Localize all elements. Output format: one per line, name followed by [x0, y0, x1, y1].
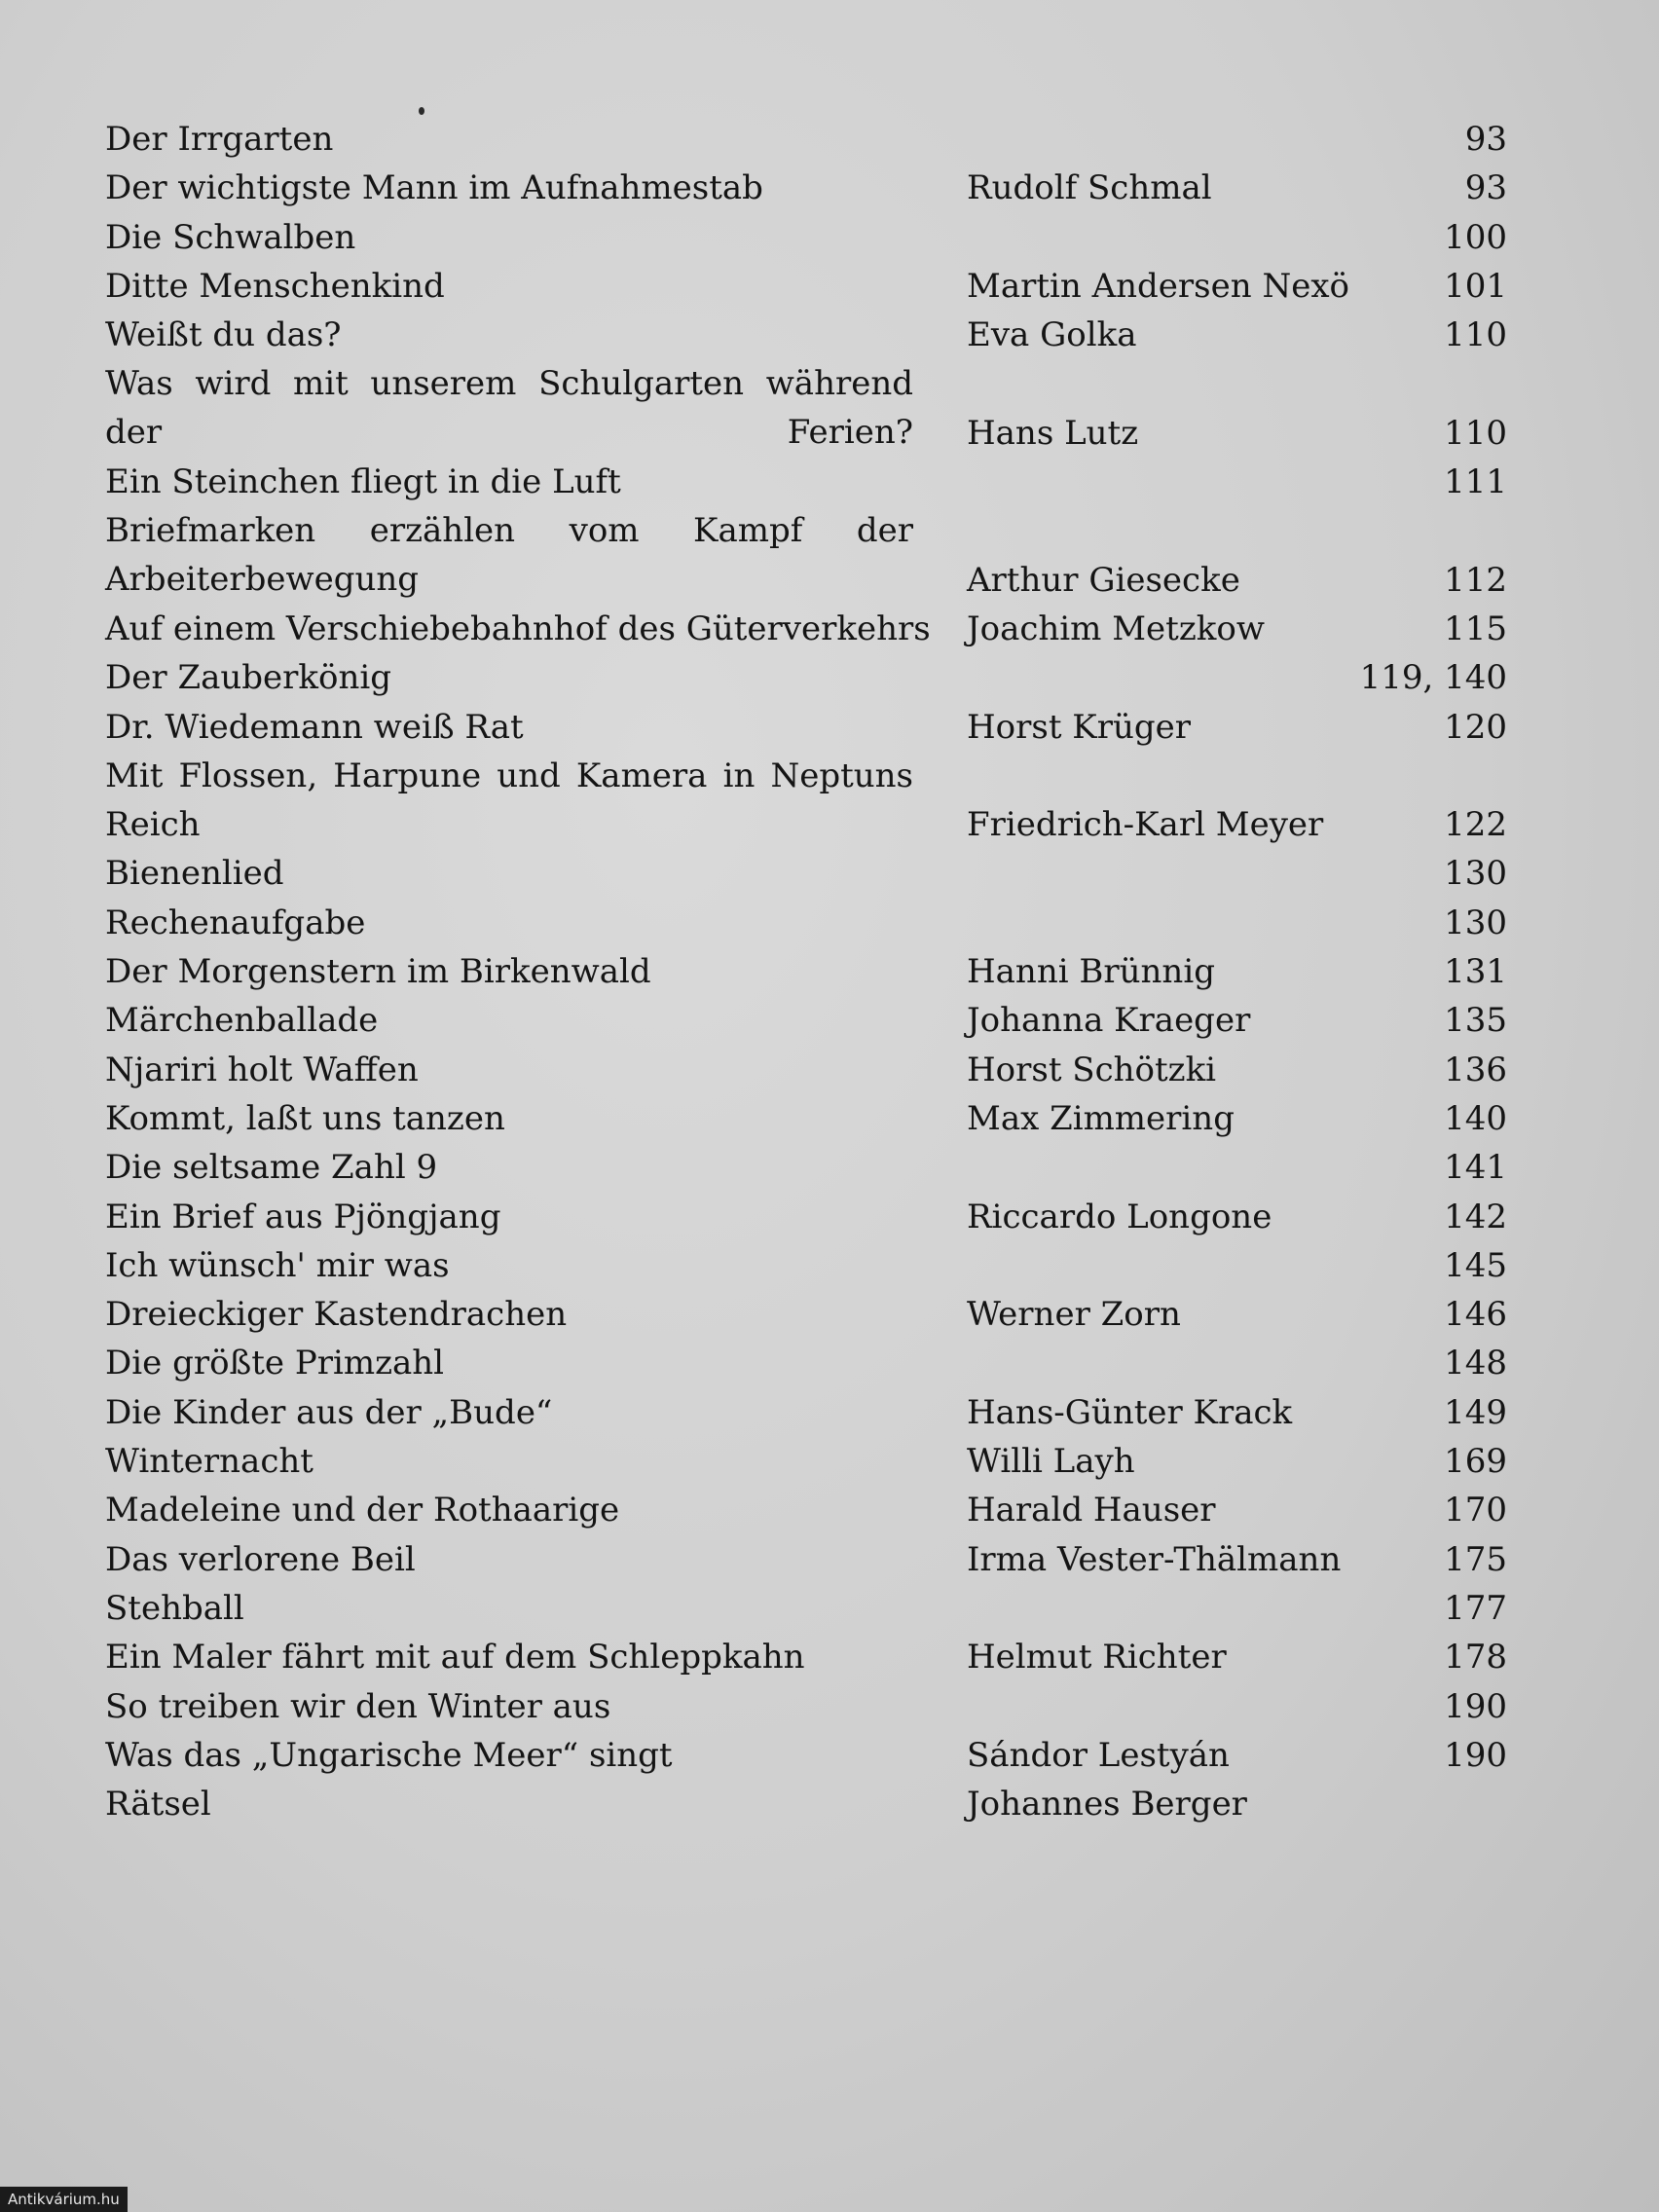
toc-title: Mit Flossen, Harpune und Kamera in Neptuns Reich — [105, 756, 913, 844]
toc-page-number: 110 — [1444, 315, 1507, 355]
toc-page-number: 170 — [1444, 1491, 1507, 1530]
toc-title: Der Morgenstern im Birkenwald — [105, 952, 651, 992]
toc-title: Njariri holt Waffen — [105, 1050, 419, 1089]
toc-entry — [105, 1388, 1527, 1437]
toc-page-number: 119, 140 — [1359, 658, 1507, 698]
toc-title: Weißt du das? — [105, 315, 342, 355]
toc-page-number: 111 — [1444, 462, 1507, 502]
toc-author: Willi Layh — [967, 1442, 1135, 1482]
toc-page-number: 141 — [1444, 1148, 1507, 1188]
toc-title: Die Schwalben — [105, 217, 356, 257]
toc-title: Ich wünsch' mir was — [105, 1245, 450, 1285]
toc-title: Ein Brief aus Pjöngjang — [105, 1197, 501, 1236]
toc-title: Was das „Ungarische Meer“ singt — [105, 1735, 673, 1775]
toc-page-number: 177 — [1444, 1588, 1507, 1628]
toc-entry — [105, 1780, 1527, 1828]
toc-entry — [105, 703, 1527, 752]
toc-entry — [105, 1731, 1527, 1780]
toc-entry — [105, 1046, 1527, 1094]
toc-entry — [105, 1535, 1527, 1584]
toc-title: So treiben wir den Winter aus — [105, 1686, 611, 1726]
toc-page-number: 131 — [1444, 952, 1507, 992]
toc-author: Johannes Berger — [967, 1785, 1247, 1825]
ink-speck — [419, 107, 424, 115]
toc-title: Ein Maler fährt mit auf dem Schleppkahn — [105, 1638, 805, 1677]
toc-title: Bienenlied — [105, 854, 284, 894]
toc-author: Helmut Richter — [967, 1638, 1227, 1677]
toc-author: Arthur Giesecke — [967, 560, 1240, 600]
toc-title: Winternacht — [105, 1442, 313, 1482]
toc-author: Werner Zorn — [967, 1295, 1181, 1335]
toc-page-number: 122 — [1444, 805, 1507, 845]
toc-author: Hanni Brünnig — [967, 952, 1215, 992]
toc-entry — [105, 213, 1527, 262]
toc-page-number: 169 — [1444, 1442, 1507, 1482]
toc-entry — [105, 605, 1527, 653]
toc-entry — [105, 359, 1527, 458]
toc-page-number: 130 — [1444, 903, 1507, 942]
toc-page-number: 190 — [1444, 1686, 1507, 1726]
toc-page-number: 149 — [1444, 1392, 1507, 1432]
toc-page-number: 120 — [1444, 707, 1507, 747]
toc-page-number: 112 — [1444, 560, 1507, 600]
toc-author: Harald Hauser — [967, 1491, 1216, 1530]
toc-page-number: 175 — [1444, 1539, 1507, 1579]
toc-title: Dreieckiger Kastendrachen — [105, 1295, 568, 1335]
toc-entry — [105, 1241, 1527, 1290]
toc-page-number: 101 — [1444, 266, 1507, 306]
toc-author: Horst Schötzki — [967, 1050, 1217, 1089]
toc-entry — [105, 1437, 1527, 1486]
toc-entry — [105, 1339, 1527, 1387]
toc-entry — [105, 1193, 1527, 1241]
toc-title: Kommt, laßt uns tanzen — [105, 1098, 505, 1138]
toc-page-number: 115 — [1444, 608, 1507, 648]
toc-title: Ditte Menschenkind — [105, 266, 445, 306]
toc-entry — [105, 164, 1527, 212]
toc-entry — [105, 947, 1527, 996]
toc-author: Joachim Metzkow — [967, 608, 1265, 648]
toc-page-number: 93 — [1464, 120, 1507, 159]
toc-entry — [105, 458, 1527, 506]
toc-author: Horst Krüger — [967, 707, 1191, 747]
toc-author: Friedrich-Karl Meyer — [967, 805, 1324, 845]
toc-entry — [105, 1094, 1527, 1143]
toc-title: Märchenballade — [105, 1001, 379, 1041]
toc-page-number: 142 — [1444, 1197, 1507, 1236]
toc-entry — [105, 849, 1527, 898]
toc-page-number: 178 — [1444, 1638, 1507, 1677]
toc-entry — [105, 1486, 1527, 1534]
toc-author: Riccardo Longone — [967, 1197, 1272, 1236]
toc-page-number: 93 — [1464, 168, 1507, 208]
toc-entry — [105, 1682, 1527, 1731]
toc-author: Martin Andersen Nexö — [967, 266, 1349, 306]
toc-title: Der Zauberkönig — [105, 658, 391, 698]
toc-author: Sándor Lestyán — [967, 1735, 1230, 1775]
toc-entry — [105, 653, 1527, 702]
toc-entry — [105, 996, 1527, 1045]
toc-entry — [105, 1143, 1527, 1192]
toc-author: Johanna Kraeger — [967, 1001, 1251, 1041]
toc-title: Der wichtigste Mann im Aufnahmestab — [105, 168, 763, 208]
toc-author: Eva Golka — [967, 315, 1137, 355]
toc-title: Was wird mit unserem Schulgarten während der Ferien? — [105, 364, 913, 453]
toc-entry — [105, 1290, 1527, 1339]
toc-title: Die Kinder aus der „Bude“ — [105, 1392, 553, 1432]
toc-author: Hans Lutz — [967, 413, 1139, 453]
toc-page-number: 135 — [1444, 1001, 1507, 1041]
table-of-contents — [105, 115, 1527, 1828]
toc-page-number: 148 — [1444, 1344, 1507, 1383]
toc-title: Rätsel — [105, 1785, 211, 1825]
toc-page-number: 110 — [1444, 413, 1507, 453]
toc-title: Der Irrgarten — [105, 120, 334, 159]
toc-entry — [105, 1633, 1527, 1681]
toc-title: Auf einem Verschiebebahnhof des Güterverkehrs — [105, 608, 931, 648]
toc-author: Hans-Günter Krack — [967, 1392, 1293, 1432]
toc-title: Briefmarken erzählen vom Kampf der Arbeiterbewegung — [105, 511, 913, 600]
toc-title: Stehball — [105, 1588, 244, 1628]
toc-author: Irma Vester-Thälmann — [967, 1539, 1342, 1579]
toc-title: Madeleine und der Rothaarige — [105, 1491, 620, 1530]
toc-page-number: 130 — [1444, 854, 1507, 894]
toc-page-number: 190 — [1444, 1735, 1507, 1775]
toc-author: Rudolf Schmal — [967, 168, 1212, 208]
toc-title: Dr. Wiedemann weiß Rat — [105, 707, 524, 747]
toc-page-number: 100 — [1444, 217, 1507, 257]
toc-author: Max Zimmering — [967, 1098, 1235, 1138]
toc-title: Die größte Primzahl — [105, 1344, 445, 1383]
toc-page-number: 145 — [1444, 1245, 1507, 1285]
toc-entry — [105, 899, 1527, 947]
toc-entry — [105, 115, 1527, 164]
toc-title: Rechenaufgabe — [105, 903, 366, 942]
toc-page-number: 136 — [1444, 1050, 1507, 1089]
toc-entry — [105, 1584, 1527, 1633]
toc-title: Das verlorene Beil — [105, 1539, 416, 1579]
watermark: Antikvárium.hu — [0, 2187, 128, 2212]
toc-title: Ein Steinchen fliegt in die Luft — [105, 462, 621, 502]
toc-page-number: 146 — [1444, 1295, 1507, 1335]
toc-entry — [105, 506, 1527, 605]
toc-page-number: 140 — [1444, 1098, 1507, 1138]
toc-entry — [105, 262, 1527, 311]
toc-entry — [105, 752, 1527, 850]
toc-title: Die seltsame Zahl 9 — [105, 1148, 438, 1188]
toc-entry — [105, 311, 1527, 359]
